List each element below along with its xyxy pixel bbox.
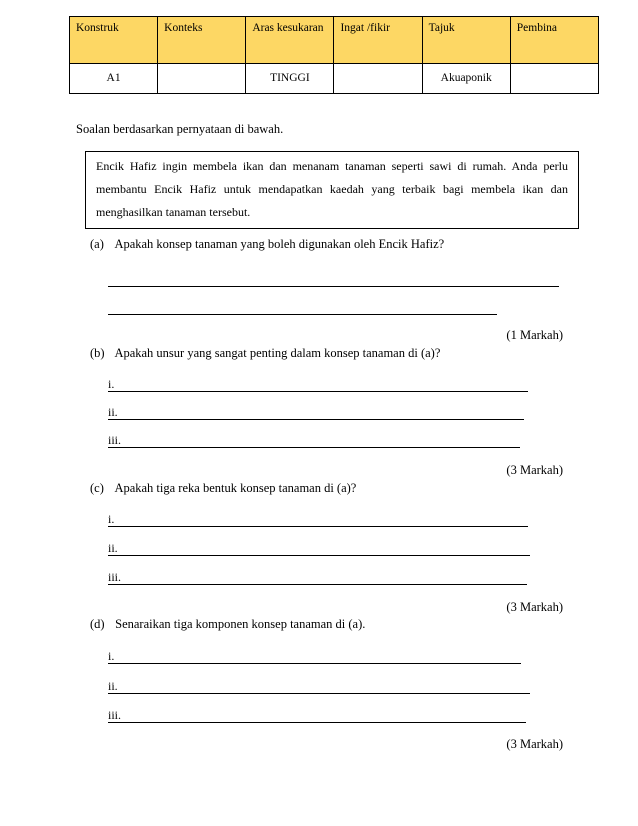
question-a-label: (a) (90, 237, 104, 251)
header-cell-tajuk: Tajuk (422, 17, 510, 64)
value-cell-tajuk: Akuaponik (422, 64, 510, 94)
scenario-box: Encik Hafiz ingin membela ikan dan menanam tanaman seperti sawi di rumah. Anda perlu membantu Encik Hafiz untuk mendapatkan kaedah yang terbaik bagi membela ikan dan menghasilkan tanaman tersebut. (85, 151, 579, 229)
header-cell-ingat: Ingat /fikir (334, 17, 422, 64)
value-cell-konteks (158, 64, 246, 94)
roman-d-2: ii. (108, 679, 118, 693)
header-cell-konstruk: Konstruk (70, 17, 158, 64)
value-cell-konstruk: A1 (70, 64, 158, 94)
roman-b-3: iii. (108, 433, 122, 447)
marks-a: (1 Markah) (506, 328, 563, 342)
answer-line-a-1[interactable] (108, 272, 559, 287)
roman-c-3: iii. (108, 570, 122, 584)
question-c-text: Apakah tiga reka bentuk konsep tanaman di (a)? (114, 481, 357, 495)
marks-b: (3 Markah) (506, 463, 563, 477)
marks-c: (3 Markah) (506, 600, 563, 614)
value-cell-ingat (334, 64, 422, 94)
header-cell-pembina: Pembina (510, 17, 598, 64)
answer-line-b-2[interactable] (108, 405, 524, 420)
question-b (90, 346, 440, 361)
roman-c-2: ii. (108, 541, 118, 555)
answer-line-c-2[interactable] (108, 541, 530, 556)
answer-line-d-2[interactable] (108, 679, 530, 694)
value-cell-aras: TINGGI (246, 64, 334, 94)
answer-line-b-1[interactable] (108, 377, 528, 392)
question-c-label: (c) (90, 481, 104, 495)
roman-c-1: i. (108, 512, 115, 526)
intro-text: Soalan berdasarkan pernyataan di bawah. (76, 122, 284, 136)
question-a (90, 237, 444, 252)
header-row (70, 17, 599, 64)
answer-line-d-3[interactable] (108, 708, 526, 723)
roman-d-1: i. (108, 649, 115, 663)
answer-line-b-3[interactable] (108, 433, 520, 448)
value-cell-pembina (510, 64, 598, 94)
marks-d: (3 Markah) (506, 737, 563, 751)
question-b-label: (b) (90, 346, 105, 360)
answer-line-c-1[interactable] (108, 512, 528, 527)
roman-b-1: i. (108, 377, 115, 391)
header-cell-konteks: Konteks (158, 17, 246, 64)
question-a-text: Apakah konsep tanaman yang boleh digunakan oleh Encik Hafiz? (114, 237, 445, 251)
answer-line-d-1[interactable] (108, 649, 521, 664)
answer-line-a-2[interactable] (108, 300, 497, 315)
header-cell-aras: Aras kesukaran (246, 17, 334, 64)
question-d-text: Senaraikan tiga komponen konsep tanaman di (a). (115, 617, 366, 631)
answer-line-c-3[interactable] (108, 570, 527, 585)
roman-b-2: ii. (108, 405, 118, 419)
header-table (69, 16, 599, 94)
roman-d-3: iii. (108, 708, 122, 722)
question-d-label: (d) (90, 617, 105, 631)
question-d (90, 617, 365, 632)
question-b-text: Apakah unsur yang sangat penting dalam konsep tanaman di (a)? (114, 346, 441, 360)
value-row (70, 64, 599, 94)
question-c (90, 481, 356, 496)
